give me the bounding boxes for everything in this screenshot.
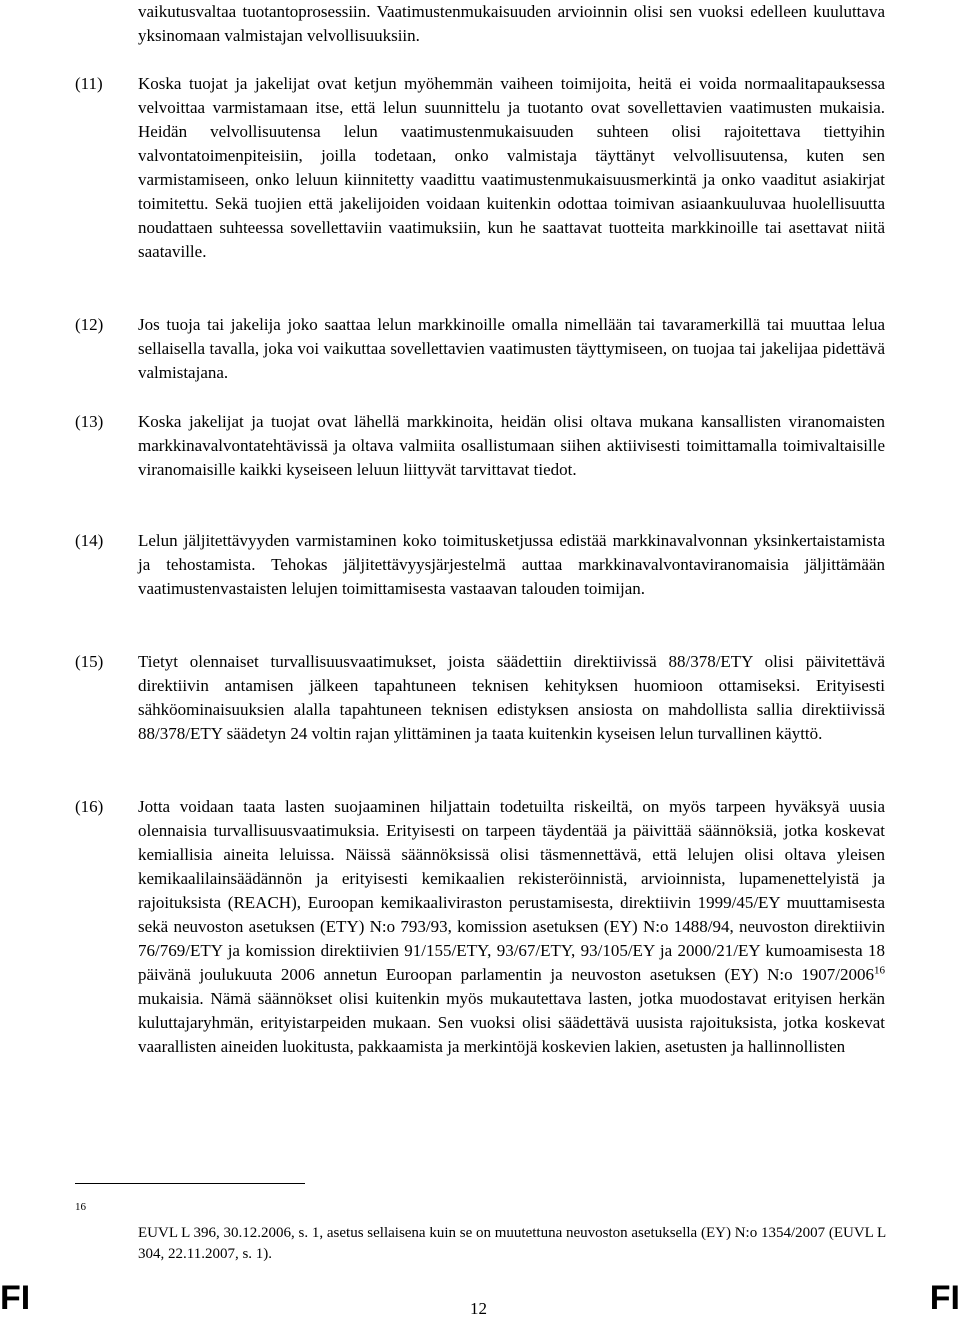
recital-text-13: Koska jakelijat ja tuojat ovat lähellä markkinoita, heidän olisi oltava mukana kansallisten viranomaisten markkinavalvontatehtävissä ja oltava valmiita osallistumaan siihen aktiivisesti toimittamalla toimivaltaisille viranomaisille kaikki kyseiseen leluun liittyvät tarvittavat tiedot. [138,412,885,479]
recital-number-14: (14) [75,531,104,550]
recital-16-text-after: mukaisia. Nämä säännökset olisi kuitenkin myös mukautettava lasten, jotka muodostavat erityisen herkän kuluttajaryhmän, erityistarpeiden mukaan. Sen vuoksi olisi säädettävä uusista rajoituksista, jotka koskevat vaarallisten aineiden luokitusta, pakkaamista ja merkintöjä koskevien lakien, asetusten ja hallinnollisten [138,989,885,1056]
recital-16-text-before: Jotta voidaan taata lasten suojaaminen hiljattain todetuilta riskeiltä, on myös tarpeen hyväksyä uusia olennaisia turvallisuusvaatimuksia. Erityisesti on tarpeen täydentää ja päivittää säännöksiä, jotka koskevat kemiallisia aineita leluissa. Näissä säännöksissä olisi täsmennettävä, että lelujen olisi oltava yleisen kemikaalilainsäädännön ja erityisesti kemikaalien rekisteröinnistä, arvioinnista, lupamenettelyistä ja rajoituksista (REACH), Euroopan kemikaaliviraston perustamisesta, direktiivin 1999/45/EY muuttamisesta sekä neuvoston asetuksen (ETY) N:o 793/93, komission asetuksen (EY) N:o 1488/94, neuvoston direktiivin 76/769/ETY ja komission direktiivien 91/155/ETY, 93/67/ETY, 93/105/EY ja 2000/21/EY kumoamisesta 18 päivänä joulukuuta 2006 annetun Euroopan parlamentin ja neuvoston asetuksen (EY) N:o 1907/2006 [138,797,885,984]
recital-number-12: (12) [75,315,104,334]
recital-text-15: Tietyt olennaiset turvallisuusvaatimukset, joista säädettiin direktiivissä 88/378/ETY olisi päivitettävä direktiivin antamisen jälkeen tapahtuneen teknisen kehityksen huomioon ottamiseksi. Erityisesti sähköominaisuuksien alalla tapahtuneen teknisen edistyksen ansiosta on mahdollista sallia direktiivissä 88/378/ETY säädetyn 24 voltin rajan ylittäminen ja taata kuitenkin kyseisen lelun turvallinen käyttö. [138,652,885,743]
footnote-text: EUVL L 396, 30.12.2006, s. 1, asetus sellaisena kuin se on muutettuna neuvoston asetuksella (EY) N:o 1354/2007 (EUVL L 304, 22.11.2007, s. 1). [138,1225,886,1262]
recital-number-11: (11) [75,74,103,93]
recital-text-11: Koska tuojat ja jakelijat ovat ketjun myöhemmän vaiheen toimijoita, heitä ei voida normaalitapauksessa velvoittaa varmistamaan itse, että lelun suunnittelu ja tuotanto ovat sovellettavien vaatimusten mukaisia. Heidän velvollisuutensa lelun vaatimustenmukaisuuden suhteen olisi rajoitettava tiettyihin valvontatoimenpiteisiin, joilla todetaan, onko valmistaja täyttänyt velvollisuutensa, kuten sen varmistamiseen, onko leluun kiinnitetty vaadittu vaatimustenmukaisuusmerkintä ja onko vaaditut asiakirjat toimitettu. Sekä tuojien että jakelijoiden voidaan kuitenkin odottaa toimivan asiaankuuluvaa huolellisuutta noudattaen suhteessa sovellettaviin vaatimuksiin, kun he saattavat tuotteita markkinoille tai asettavat niitä saataville. [138,74,885,261]
recital-number-13: (13) [75,412,104,431]
footnote-reference-16[interactable]: 16 [874,964,885,977]
recital-text-12: Jos tuoja tai jakelija joko saattaa lelun markkinoille omalla nimellään tai tavaramerkillä tai muuttaa lelua sellaisella tavalla, joka voi vaikuttaa sovellettavien vaatimusten täyttymiseen, on tuojaa tai jakelijaa pidettävä valmistajana. [138,315,885,382]
footnote-number: 16 [75,1201,86,1213]
recital-number-16: (16) [75,797,104,816]
footnote-separator [75,1183,305,1184]
intro-paragraph: vaikutusvaltaa tuotantoprosessiin. Vaatimustenmukaisuuden arvioinnin olisi sen vuoksi edelleen kuuluttava yksinomaan valmistajan velvollisuuksiin. [138,2,885,45]
footer-language-left: FI [0,1279,31,1317]
recital-text-14: Lelun jäljitettävyyden varmistaminen koko toimitusketjussa edistää markkinavalvonnan yksinkertaistamista ja tehostamista. Tehokas jäljitettävyysjärjestelmä auttaa markkinavalvontaviranomaisia jäljittämään vaatimustenvastaisten lelujen toimittamisesta vastaavan talouden toimijan. [138,531,885,598]
recital-text-16 [138,795,885,1059]
footer-page-number: 12 [470,1299,487,1318]
recital-number-15: (15) [75,652,104,671]
footer-language-right: FI [929,1279,960,1317]
